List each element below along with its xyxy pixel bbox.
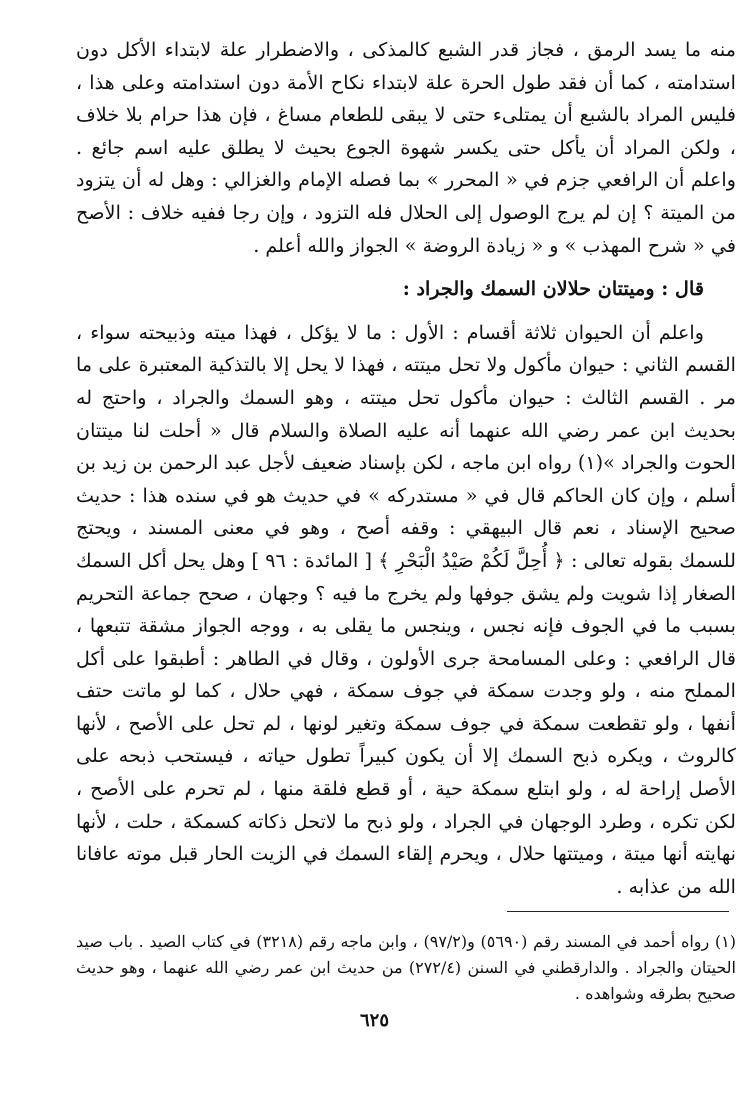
footnote-text: (١) رواه أحمد في المسند رقم (٥٦٩٠) و(٩٧/٢) ، وابن ماجه رقم (٣٢١٨) في كتاب الصيد . باب صيد الحيتان والجراد . والدارقطني في السنن (٢٧٢/٤) من حديث ابن عمر رضي الله عنهما ، وهو حديث صحيح بطرقه وشواهده .	[76, 932, 737, 1003]
footnote	[76, 929, 736, 1007]
section-heading: قال : وميتتان حلالان السمك والجراد :	[402, 277, 704, 301]
paragraph-continuation: منه ما يسد الرمق ، فجاز قدر الشبع كالمذكى ، والاضطرار علة لابتداء الأكل دون استدامته ، كما أن فقد طول الحرة علة لابتداء نكاح الأمة دون استدامته وعلى هذا ، فليس المراد بالشبع أن يمتلىء حتى لا يبقى للطعام مساغ ، فإن هذا حرام بلا خلاف ، ولكن المراد أن يأكل حتى يكسر شهوة الجوع بحيث لا يطلق عليه اسم جائع . واعلم أن الرافعي جزم في « المحرر » بما فصله الإمام والغزالي : وهل له أن يتزود من الميتة ؟ إن لم يرج الوصول إلى الحلال فله التزود ، وإن رجا ففيه خلاف : الأصح في « شرح المهذب » و « زيادة الروضة » الجواز والله أعلم .	[76, 38, 736, 257]
footnote-separator	[507, 911, 729, 912]
paragraph-commentary: واعلم أن الحيوان ثلاثة أقسام : الأول : ما لا يؤكل ، فهذا ميته وذبيحته سواء ، القسم الثاني : حيوان مأكول ولا تحل ميتته ، فهذا لا يحل إلا بالتذكية المعتبرة على ما مر . القسم الثالث : حيوان مأكول تحل ميتته ، وهو السمك والجراد ، واحتج له بحديث ابن عمر رضي الله عنهما أنه عليه الصلاة والسلام قال « أحلت لنا ميتتان الحوت والجراد »(١) رواه ابن ماجه ، لكن بإسناد ضعيف لأجل عبد الرحمن بن زيد بن أسلم ، وإن كان الحاكم قال في « مستدركه » في حديث هو في سنده هذا : حديث صحيح الإسناد ، نعم قال البيهقي : وقفه أصح ، وهو في معنى المسند ، ويحتج للسمك بقوله تعالى : ﴿ أُحِلَّ لَكُمْ صَيْدُ الْبَحْرِ ﴾ [ المائدة : ٩٦ ] وهل يحل أكل السمك الصغار إذا شويت ولم يشق جوفها ولم يخرج ما فيه ؟ وجهان ، صحح جماعة التحريم بسبب ما في الجوف فإنه نجس ، وينجس ما يقلى به ، ووجه الجواز مشقة تتبعها ، قال الرافعي : وعلى المسامحة جرى الأولون ، وقال في الطاهر : أطبقوا على أكل المملح منه ، ولو وجدت سمكة في جوف سمكة ، فهي حلال ، كما لو ماتت حتف أنفها ، ولو تقطعت سمكة في جوف سمكة وتغير لونها ، لم تحل على الأصح ، لأنها كالروث ، ويكره ذبح السمك إلا أن يكون كبيراً تطول حياته ، فيستحب ذبحه على الأصل إراحة له ، ولو ابتلع سمكة حية ، أو قطع فلقة منها ، لم تحرم على الأصح ، لكن تكره ، وطرد الوجهان في الجراد ، ولو ذبح ما لاتحل ذكاته كسمكة ، حلت ، لأنها نهايته أنها ميتة ، وميتتها حلال ، ويحرم إلقاء السمك في الزيت الحار قبل موته عافانا الله من عذابه .	[76, 320, 736, 898]
page-number: ٦٢٥	[359, 1010, 389, 1031]
main-text	[76, 34, 736, 903]
